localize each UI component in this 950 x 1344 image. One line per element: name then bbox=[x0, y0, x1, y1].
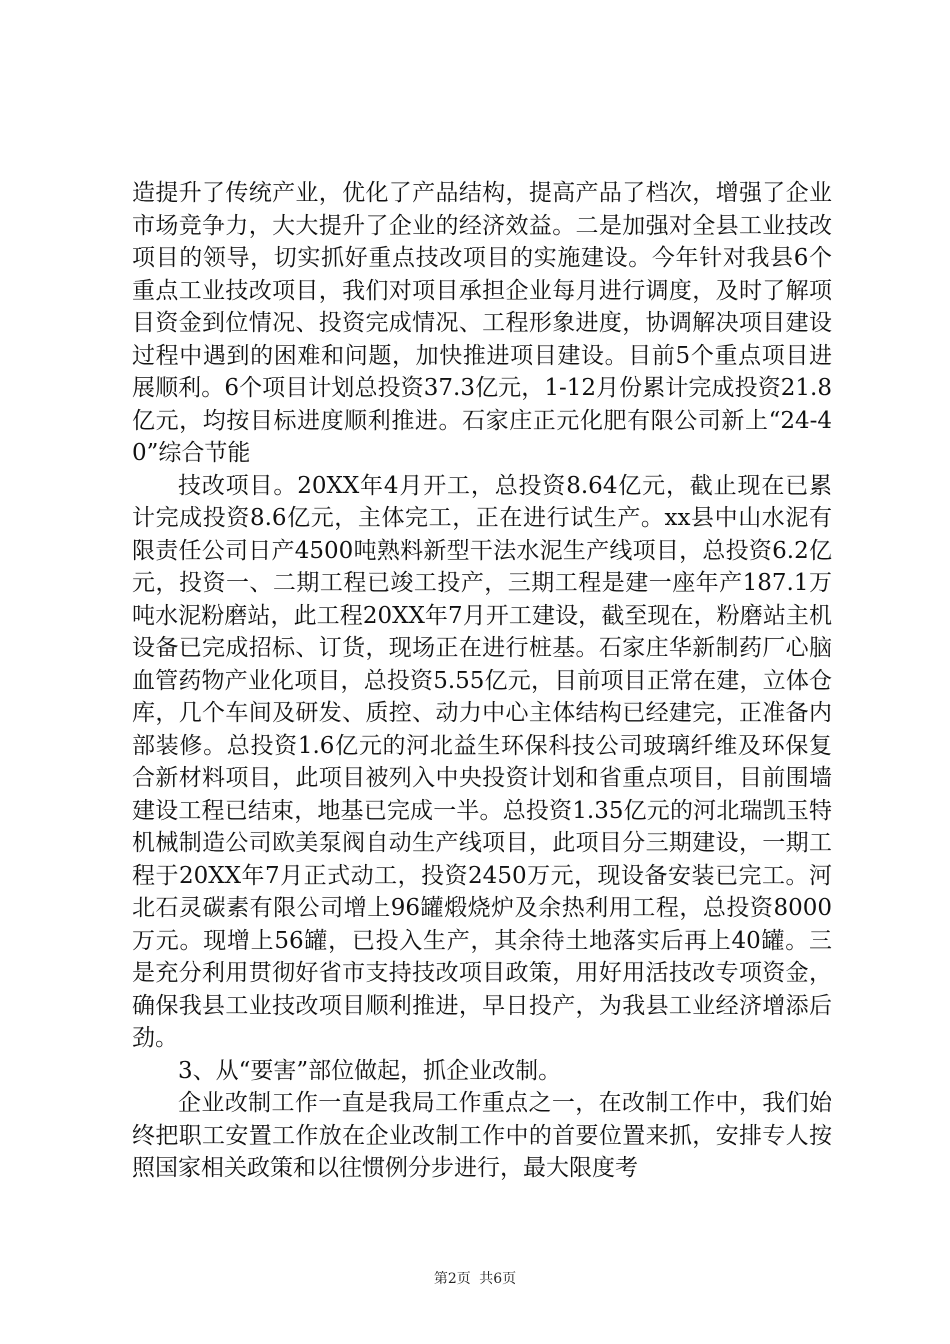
document-body bbox=[132, 177, 832, 1185]
page-footer bbox=[0, 1268, 950, 1288]
paragraph: 造提升了传统产业，优化了产品结构，提高产品了档次，增强了企业市场竞争力，大大提升了企业的经济效益。二是加强对全县工业技改项目的领导，切实抓好重点技改项目的实施建设。今年针对我县6个重点工业技改项目，我们对项目承担企业每月进行调度，及时了解项目资金到位情况、投资完成情况、工程形象进度，协调解决项目建设过程中遇到的困难和问题，加快推进项目建设。目前5个重点项目进展顺利。6个项目计划总投资37.3亿元，1-12月份累计完成投资21.8亿元，均按目标进度顺利推进。石家庄正元化肥有限公司新上“24-40”综合节能 bbox=[132, 180, 832, 466]
page-number: 第2页 bbox=[433, 1271, 471, 1287]
paragraph: 企业改制工作一直是我局工作重点之一，在改制工作中，我们始终把职工安置工作放在企业改制工作中的首要位置来抓，安排专人按照国家相关政策和以往惯例分步进行，最大限度考 bbox=[132, 1090, 832, 1181]
section-heading: 3、从“要害”部位做起，抓企业改制。 bbox=[178, 1057, 562, 1084]
paragraph: 技改项目。20XX年4月开工，总投资8.64亿元，截止现在已累计完成投资8.6亿元，主体完工，正在进行试生产。xx县中山水泥有限责任公司日产4500吨熟料新型干法水泥生产线项目，总投资6.2亿元，投资一、二期工程已竣工投产，三期工程是建一座年产187.1万吨水泥粉磨站，此工程20XX年7月开工建设，截至现在，粉磨站主机设备已完成招标、订货，现场正在进行桩基。石家庄华新制药厂心脑血管药物产业化项目，总投资5.55亿元，目前项目正常在建，立体仓库，几个车间及研发、质控、动力中心主体结构已经建完，正准备内部装修。总投资1.6亿元的河北益生环保科技公司玻璃纤维及环保复合新材料项目，此项目被列入中央投资计划和省重点项目，目前围墙建设工程已结束，地基已完成一半。总投资1.35亿元的河北瑞凯玉特机械制造公司欧美泵阀自动生产线项目，此项目分三期建设，一期工程于20XX年7月正式动工，投资2450万元，现设备安装已完工。河北石灵碳素有限公司增上96罐煅烧炉及余热利用工程，总投资8000万元。现增上56罐，已投入生产，其余待土地落实后再上40罐。三是充分利用贯彻好省市支持技改项目政策，用好用活技改专项资金，确保我县工业技改项目顺利推进，早日投产，为我县工业经济增添后劲。 bbox=[132, 472, 832, 1051]
page-total: 共6页 bbox=[479, 1271, 517, 1287]
